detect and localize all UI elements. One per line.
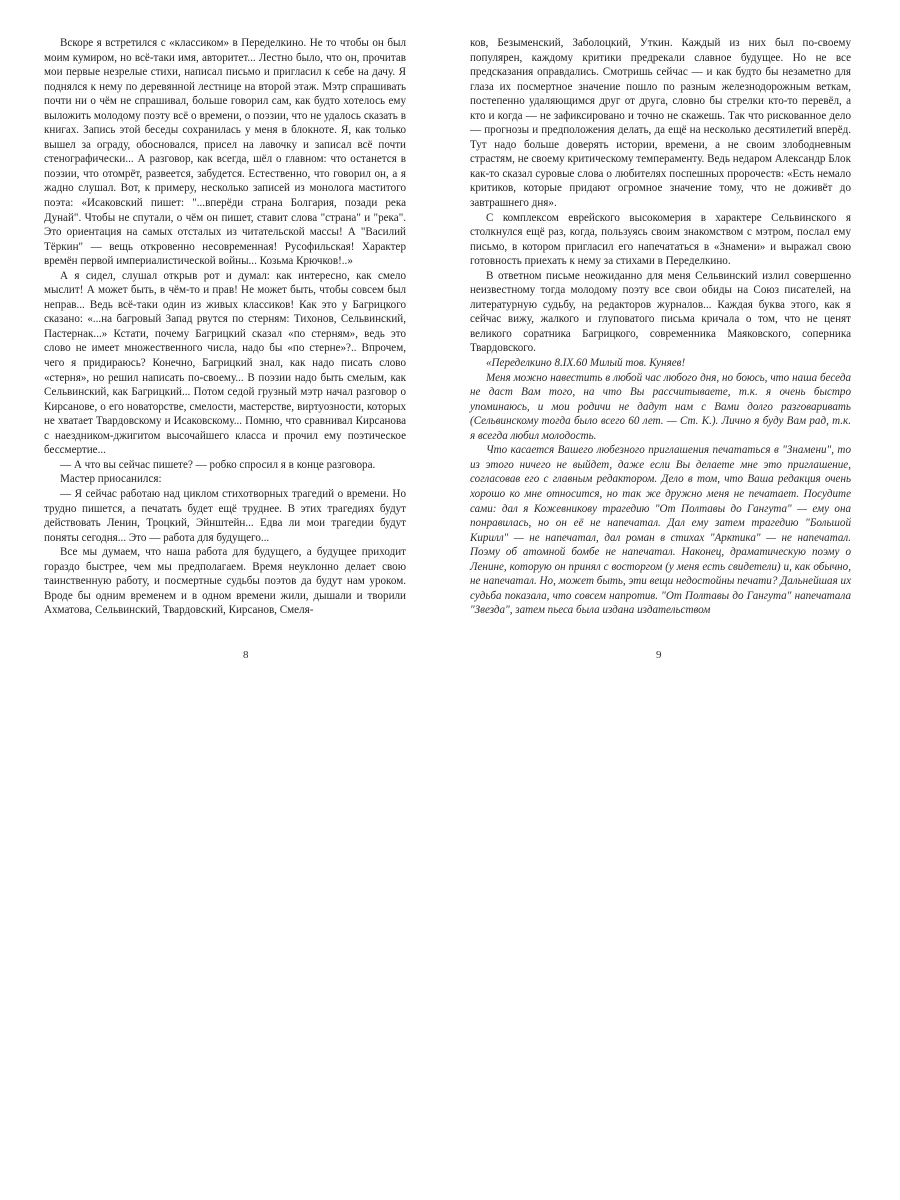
- letter-paragraph: Что касается Вашего любезного приглашения печататься в "Знамени", то из этого ничего не выйдет, даже если Вы делаете мне это приглашение, согласовав его с главным редактором. Дело в том, что Ваша редакция очень хорошо ко мне относится, но так же дружно меня не печатает. Посудите сами: дал я Кожевникову трагедию "От Полтавы до Гангута" — ему она понравилась, но он её не напечатал. Дал ему затем трагедию "Большой Кирилл" — не напечатал, дал роман в стихах "Арктика" — не напечатал. Поэму об атомной бомбе не напечатал. Наконец, драматическую поэму о Ленине, которую он принял с восторгом (у меня есть свидетели) и, как обычно, не напечатал. Но, может быть, эти вещи недостойны печати? Дальнейшая их судьба показала, что совсем напротив. "От Полтавы до Гангута" напечатала "Звезда", затем пьеса была издана издательством: [470, 444, 851, 617]
- paragraph: С комплексом еврейского высокомерия в характере Сельвинского я столкнулся ещё раз, когда, пользуясь своим знакомством с мэтром, послал ему письмо, в котором пригласил его напечататься в «Знамени» и выражал свою готовность приехать к нему за стихами в Переделкино.: [470, 211, 851, 268]
- page-number-left: 8: [243, 649, 249, 661]
- right-page-text: [470, 36, 851, 618]
- paragraph: Вскоре я встретился с «классиком» в Переделкино. Не то чтобы он был моим кумиром, но всё-таки имя, авторитет... Лестно было, что он, прочитав мои первые незрелые стихи, написал письмо и пригласил к себе на дачу. Я поднялся к нему по деревянной лестнице на второй этаж. Мэтр спрашивать почти ни о чём не спрашивал, больше говорил сам, как будто хотелось ему выложить молодому поэту всё о времени, о поэзии, что не удалось сказать в книгах. Запись этой беседы сохранилась у меня в блокноте. Я, как только вышел за ограду, обосновался, присел на лавочку и записал всё почти стенографически... А разговор, как всегда, шёл о главном: что останется в поэзии, что отомрёт, развеется, забудется. Естественно, что говорил он, а я жадно слушал. Вот, к примеру, несколько записей из монолога маститого поэта: «Исаковский пишет: "...вперёди страна Болгария, позади река Дунай". Чтобы не спутали, о чём он пишет, ставит слова "страна" и "река". Это ориентация на самых отсталых из читательской массы! А "Василий Тёркин" — вещь откровенно несовременная! Русофильская! Характер времён первой империалистической войны... Козьма Крючков!..»: [44, 37, 406, 268]
- page-number-right: 9: [656, 649, 662, 661]
- letter-paragraph: Меня можно навестить в любой час любого дня, но боюсь, что наша беседа не даст Вам того, на что Вы рассчитываете, т.к. я очень быстро упоминаюсь, и мои родичи не дадут нам с Вами долго разговаривать (Сельвинскому тогда было всего 60 лет. — Ст. К.). Лично я буду Вам рад, т.к. я всегда любил молодость.: [470, 371, 851, 442]
- letter-heading: «Переделкино 8.IX.60 Милый тов. Куняев!: [486, 357, 686, 370]
- paragraph: ков, Безыменский, Заболоцкий, Уткин. Каждый из них был по-своему популярен, каждому критики предрекали славное будущее. Но не все предсказания оправдались. Смотришь сейчас — и как будто бы незаметно для глаза их посмертное значение пошло по разным железнодорожным веткам, постепенно удаляющимся друг от друга, словно бы стрелки кто-то перевёл, а кто и когда — не зафиксировано и точно не скажешь. Так что рискованное дело — прогнозы и предположения делать, да ещё на несколько десятилетий вперёд. Тут надо больше доверять истории, времени, а не своим злободневным страстям, не своему критическому темпераменту. Ведь недаром Александр Блок как-то сказал суровые слова о любителях поспешных пророчеств: «Есть немало критиков, которые придают огромное значение тому, что не доживёт до завтрашнего дня».: [470, 37, 851, 210]
- paragraph: — А что вы сейчас пишете? — робко спросил я в конце разговора.: [60, 458, 376, 471]
- paragraph: Все мы думаем, что наша работа для будущего, а будущее приходит гораздо быстрее, чем мы предполагаем. Время неуклонно делает свою таинственную работу, и посмертные судьбы поэтов да будут нам уроком. Вроде бы одним временем и в одном времени жили, дышали и творили Ахматова, Сельвинский, Твардовский, Кирсанов, Смеля-: [44, 546, 406, 617]
- left-page-text: [44, 36, 406, 618]
- paragraph: Мастер приосанился:: [60, 473, 162, 486]
- paragraph: — Я сейчас работаю над циклом стихотворных трагедий о времени. Но трудно пишется, а печатать будет ещё труднее. В этих трагедиях будут действовать Ленин, Троцкий, Эйнштейн... Едва ли мои трагедии будут поняты сегодня... Это — работа для будущего...: [44, 487, 406, 544]
- paragraph: А я сидел, слушал открыв рот и думал: как интересно, как смело мыслит! А может быть, в чём-то и прав! Не может быть, чтобы совсем был неправ... Ведь всё-таки один из живых классиков! Как это у Багрицкого сказано: «...на багровый Запад рвутся по стерням: Тихонов, Сельвинский, Пастернак...» Кстати, почему Багрицкий сказал «по стерням», ведь это слово не имеет множественного числа, надо бы «по стерне»?.. Впрочем, чего я придираюсь? Конечно, Багрицкий знал, как надо писать слово «стерня», но решил написать по-своему... В поэзии надо быть смелым, как Сельвинский, как Багрицкий... Потом седой грузный мэтр начал разговор о Кирсанове, о его новаторстве, смелости, мастерстве, виртуозности, которых не хватает Твардовскому и Исаковскому... Помню, что сравнивал Кирсанова с наездником-джигитом высочайшего класса и прочил ему поэтическое бессмертие...: [44, 269, 406, 457]
- paragraph: В ответном письме неожиданно для меня Сельвинский излил совершенно неизвестному тогда молодому поэту все свои обиды на Союз писателей, на литературную судьбу, на редакторов журналов... Каждая буква этого, как я сейчас вижу, жалкого и глуповатого письма кричала о том, что не ценят великого соратника Багрицкого, современника Маяковского, соперника Твардовского.: [470, 269, 851, 355]
